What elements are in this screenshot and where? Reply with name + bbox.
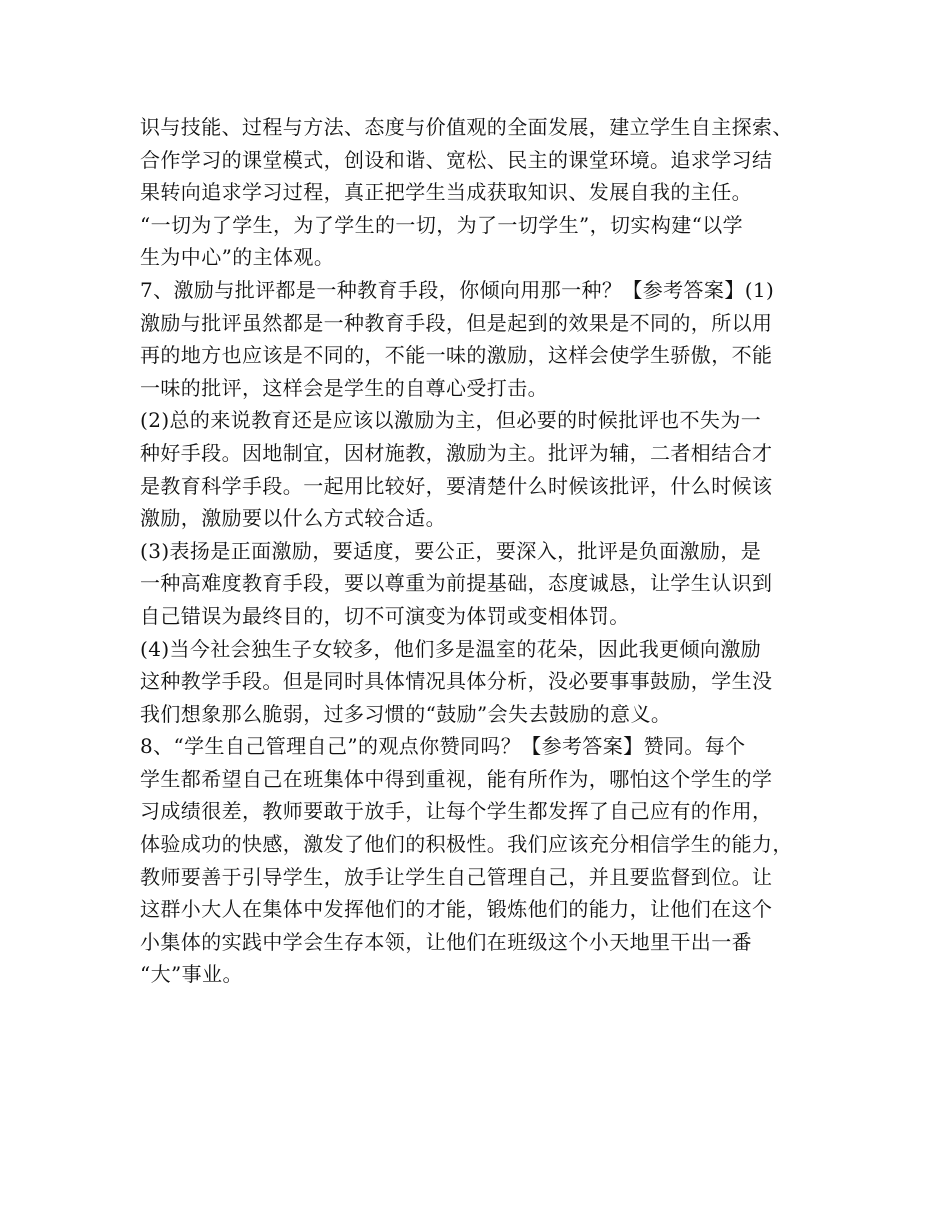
- text-line: 再的地方也应该是不同的，不能一味的激励，这样会使学生骄傲，不能: [140, 343, 773, 368]
- text-line: 生为中心”的主体观。: [140, 245, 335, 270]
- text-line: “大”事业。: [140, 962, 243, 987]
- point-3-line: (3)表扬是正面激励，要适度，要公正，要深入，批评是负面激励，是: [140, 538, 762, 563]
- text-line: 习成绩很差，教师要敢于放手，让每个学生都发挥了自己应有的作用，: [140, 799, 773, 824]
- text-line: 激励，激励要以什么方式较合适。: [140, 506, 446, 531]
- text-line: 小集体的实践中学会生存本领，让他们在班级这个小天地里干出一番: [140, 929, 752, 954]
- text-line: 这种教学手段。但是同时具体情况具体分析，没必要事事鼓励，学生没: [140, 669, 773, 694]
- text-line: 我们想象那么脆弱，过多习惯的“鼓励”会失去鼓励的意义。: [140, 701, 672, 726]
- text-line: 教师要善于引导学生，放手让学生自己管理自己，并且要监督到位。让: [140, 864, 773, 889]
- point-2-line: (2)总的来说教育还是应该以激励为主，但必要的时候批评也不失为一: [140, 408, 762, 433]
- question-7-line: 7、激励与批评都是一种教育手段，你倾向用那一种？【参考答案】(1): [140, 277, 775, 302]
- document-body: [140, 111, 840, 991]
- text-line: 一味的批评，这样会是学生的自尊心受打击。: [140, 375, 548, 400]
- text-line: “一切为了学生，为了学生的一切，为了一切学生”，切实构建“以学: [140, 212, 744, 237]
- text-line: 体验成功的快感，激发了他们的积极性。我们应该充分相信学生的能力，: [140, 832, 793, 857]
- question-8-line: 8、“学生自己管理自己”的观点你赞同吗？【参考答案】赞同。每个: [140, 734, 746, 759]
- text-line: 学生都希望自己在班集体中得到重视，能有所作为，哪怕这个学生的学: [140, 766, 773, 791]
- text-line: 识与技能、过程与方法、态度与价值观的全面发展，建立学生自主探索、: [140, 115, 793, 139]
- text-line: 是教育科学手段。一起用比较好，要清楚什么时候该批评，什么时候该: [140, 473, 773, 498]
- point-4-line: (4)当今社会独生子女较多，他们多是温室的花朵，因此我更倾向激励: [140, 636, 762, 661]
- text-line: 合作学习的课堂模式，创设和谐、宽松、民主的课堂环境。追求学习结: [140, 147, 773, 172]
- text-line: 果转向追求学习过程，真正把学生当成获取知识、发展自我的主任。: [140, 180, 752, 205]
- text-line: 自己错误为最终目的，切不可演变为体罚或变相体罚。: [140, 603, 630, 628]
- text-line: 这群小大人在集体中发挥他们的才能，锻炼他们的能力，让他们在这个: [140, 897, 773, 922]
- text-line: 种好手段。因地制宜，因材施教，激励为主。批评为辅，二者相结合才: [140, 440, 773, 465]
- text-line: 一种高难度教育手段，要以尊重为前提基础，态度诚恳，让学生认识到: [140, 571, 773, 596]
- text-line: 激励与批评虽然都是一种教育手段，但是起到的效果是不同的，所以用: [140, 310, 773, 335]
